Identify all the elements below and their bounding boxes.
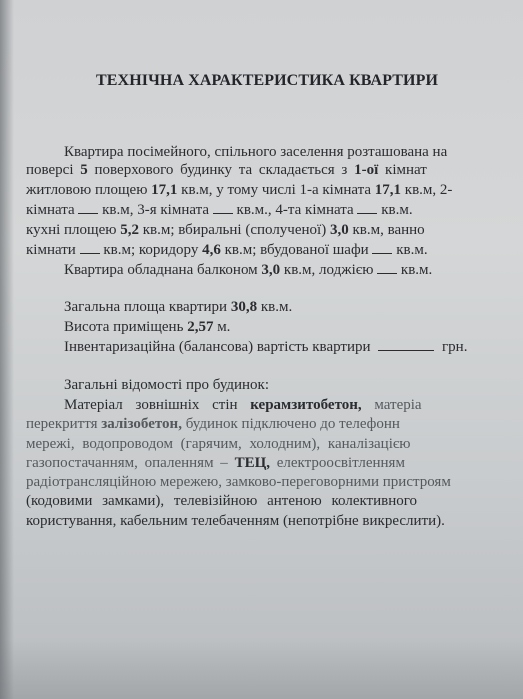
text: радіотрансляційною мережею, замково-переговорними пристроям: [26, 474, 451, 490]
text: кв.м; коридору: [103, 242, 199, 258]
text: кв.м, у тому числі 1-а кімната: [181, 182, 372, 198]
text: кв.м, 2-: [404, 182, 453, 198]
room-count: 1-ої: [354, 162, 379, 178]
text: (кодовими замками), телевізійною антеною колективного: [26, 493, 418, 509]
floor-number: 5: [80, 162, 88, 178]
section-heading: Загальні відомості про будинок:: [64, 377, 270, 393]
text: м.: [217, 319, 231, 335]
living-area: 17,1: [151, 182, 178, 198]
text: Інвентаризаційна (балансова) вартість квартири: [64, 339, 371, 355]
para3-line6: [26, 492, 417, 510]
page-shadow-bottom: [0, 639, 523, 699]
para1-line7: [64, 261, 432, 279]
floor-material: залізобетон,: [101, 416, 182, 432]
para1-line4: [26, 201, 413, 219]
text: кімнат: [385, 162, 427, 178]
blank-field: [213, 201, 233, 214]
blank-field: [372, 241, 392, 254]
para1-line6: [26, 241, 428, 259]
blank-field: [78, 201, 98, 214]
corridor-area: 4,6: [202, 242, 221, 258]
page-title: ТЕХНІЧНА ХАРАКТЕРИСТИКА КВАРТИРИ: [96, 72, 439, 89]
ceiling-height: 2,57: [187, 319, 214, 335]
value-line: [64, 338, 467, 356]
para1-line5: [26, 221, 425, 239]
blank-field: [80, 241, 100, 254]
text: газопостачанням, опаленням –: [26, 455, 228, 471]
para1-line3: [26, 181, 452, 199]
text: Висота приміщень: [64, 319, 184, 335]
text: Квартира обладнана балконом: [64, 262, 258, 278]
text: Квартира посімейного, спільного заселення розташована на: [64, 144, 448, 160]
text: житловою площею: [26, 182, 148, 198]
kitchen-area: 5,2: [120, 222, 139, 238]
text: Загальна площа квартири: [64, 299, 228, 315]
wall-material: керамзитобетон,: [250, 397, 362, 413]
height-line: [64, 318, 230, 336]
total-area-line: [64, 298, 292, 316]
para1-line2: [26, 161, 427, 179]
text: матеріа: [374, 397, 422, 413]
text: поверхового будинку та складається з: [94, 162, 348, 178]
page-shadow: [0, 0, 14, 699]
text: мережі, водопроводом (гарячим, холодним), каналізацією: [26, 436, 411, 452]
blank-field: [357, 201, 377, 214]
text: користування, кабельним телебаченням (непотрібне викреслити).: [26, 513, 445, 529]
balcony-area: 3,0: [261, 262, 281, 278]
text: грн.: [442, 339, 468, 355]
text: Матеріал зовнішніх стін: [64, 397, 238, 413]
para1-line1: [64, 143, 447, 161]
para3-line7: [26, 512, 445, 530]
text: кв.м; вбудованої шафи: [224, 242, 369, 258]
building-heading: [64, 376, 269, 394]
bathroom-area: 3,0: [329, 222, 349, 238]
text: кухні площею: [26, 222, 117, 238]
text: будинок підключено до телефонн: [185, 416, 400, 432]
para3-line1: [64, 396, 422, 414]
room1-area: 17,1: [374, 182, 402, 198]
text: кв.м, ванно: [352, 222, 425, 238]
text: кв.м; вбиральні (сполученої): [142, 222, 327, 238]
text: кв.м., 4-та кімната: [236, 202, 354, 218]
text: кв.м, лоджією: [283, 262, 374, 278]
para3-line3: [26, 435, 411, 453]
text: кв.м.: [396, 242, 428, 258]
para3-line4: [26, 454, 405, 472]
text: електроосвітленням: [276, 455, 405, 471]
text: перекриття: [26, 416, 98, 432]
heating-source: ТЕЦ,: [234, 455, 270, 471]
text: кв.м.: [400, 262, 433, 278]
text: кімнати: [26, 242, 76, 258]
para3-line5: [26, 473, 451, 491]
text: поверсі: [26, 162, 74, 178]
blank-field: [378, 338, 434, 351]
para3-line2: [26, 415, 400, 433]
text: кв.м.: [381, 202, 413, 218]
blank-field: [377, 261, 397, 274]
text: кв.м.: [260, 299, 293, 315]
text: кімната: [26, 202, 75, 218]
total-area: 30,8: [230, 299, 258, 315]
text: кв.м, 3-я кімната: [102, 202, 210, 218]
